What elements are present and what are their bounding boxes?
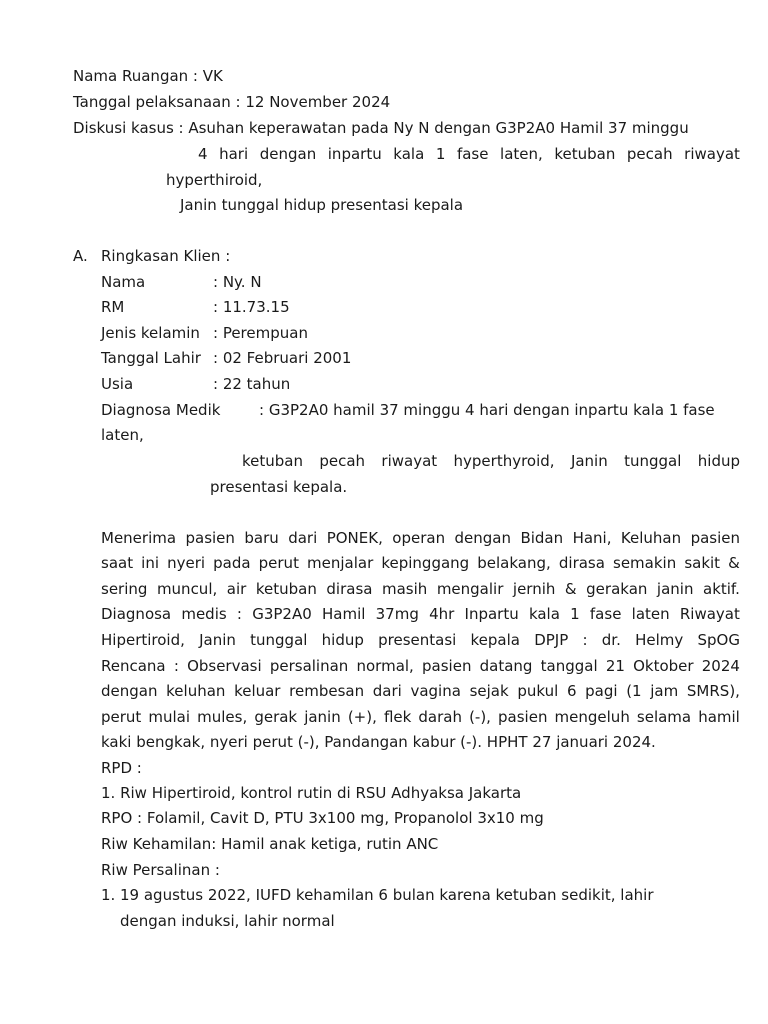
- word: saat: [101, 554, 134, 572]
- word: 1: [570, 605, 580, 623]
- word: mengeluh: [554, 708, 630, 726]
- field-rm-value: : 11.73.15: [213, 298, 290, 316]
- word: flek: [383, 708, 412, 726]
- word: kala: [528, 605, 560, 623]
- rpd-item-1: 1. Riw Hipertiroid, kontrol rutin di RSU Adhyaksa Jakarta: [101, 784, 522, 802]
- word: pasien: [498, 708, 548, 726]
- word: pasien: [422, 657, 472, 675]
- word: muncul,: [156, 580, 218, 598]
- word: pukul: [517, 682, 559, 700]
- word: 4: [198, 145, 208, 163]
- word: Menerima: [101, 529, 177, 547]
- word: dr.: [601, 631, 621, 649]
- word: fase: [456, 145, 489, 163]
- word: janin: [656, 580, 694, 598]
- diskusi-kasus-line4: Janin tunggal hidup presentasi kepala: [180, 196, 464, 214]
- word: mules,: [197, 708, 248, 726]
- word: Helmy: [635, 631, 684, 649]
- narrative-line: [101, 681, 740, 701]
- word: rembesan: [289, 682, 365, 700]
- riw-persalinan-heading: Riw Persalinan :: [101, 861, 220, 879]
- word: pasien: [690, 529, 740, 547]
- word: sejak: [469, 682, 509, 700]
- word: ketuban: [554, 145, 616, 163]
- word: belakang,: [477, 554, 551, 572]
- word: tunggal: [624, 452, 682, 470]
- word: Keluhan: [620, 529, 682, 547]
- word: ketuban: [255, 580, 317, 598]
- persalinan-item-1-line1: 19 agustus 2022, IUFD kehamilan 6 bulan karena ketuban sedikit, lahir: [120, 886, 654, 904]
- word: operan: [392, 529, 446, 547]
- rpd-heading: RPD :: [101, 759, 142, 777]
- word: jam: [650, 682, 679, 700]
- word: mulai: [148, 708, 191, 726]
- word: medis: [181, 605, 227, 623]
- field-usia-value: : 22 tahun: [213, 375, 291, 393]
- word: Oktober: [633, 657, 694, 675]
- word: aktif.: [703, 580, 740, 598]
- word: kepala: [470, 631, 520, 649]
- word: keluhan: [166, 682, 226, 700]
- persalinan-item-1-number: 1.: [101, 886, 116, 904]
- word: tanggal: [540, 657, 598, 675]
- nama-ruangan: Nama Ruangan : VK: [73, 67, 223, 85]
- word: mengalir: [436, 580, 504, 598]
- word: hyperthyroid,: [453, 452, 555, 470]
- word: Janin: [570, 452, 608, 470]
- word: vagina: [410, 682, 461, 700]
- word: sakit: [684, 554, 721, 572]
- narrative-line: [101, 604, 740, 624]
- word: jernih: [512, 580, 556, 598]
- word: pecah: [626, 145, 673, 163]
- word: Riwayat: [679, 605, 740, 623]
- word: SpOG: [697, 631, 740, 649]
- word: :: [173, 657, 179, 675]
- word: hidup: [697, 452, 740, 470]
- word: perut: [101, 708, 142, 726]
- word: perut: [258, 554, 299, 572]
- riw-kehamilan: Riw Kehamilan: Hamil anak ketiga, rutin ANC: [101, 835, 439, 853]
- word: presentasi: [378, 631, 457, 649]
- field-tanggal-lahir: [101, 348, 351, 368]
- word: pasien: [185, 529, 235, 547]
- narrative-line: [101, 528, 740, 548]
- word: pagi: [585, 682, 618, 700]
- word: hidup: [321, 631, 364, 649]
- narrative-line: [101, 707, 740, 727]
- diskusi-kasus-line3: hyperthiroid,: [166, 171, 263, 189]
- field-usia-label: Usia: [101, 375, 134, 393]
- word: Diagnosa: [101, 605, 172, 623]
- field-rm-label: RM: [101, 298, 125, 316]
- word: dengan: [454, 529, 511, 547]
- word: Rencana: [101, 657, 166, 675]
- word: pada: [213, 554, 251, 572]
- field-tanggal-lahir-label: Tanggal Lahir: [101, 349, 201, 367]
- tanggal-pelaksanaan: Tanggal pelaksanaan : 12 November 2024: [73, 93, 391, 111]
- word: keluar: [234, 682, 281, 700]
- word: darah: [418, 708, 462, 726]
- narrative-line: [101, 656, 740, 676]
- word: Hani,: [572, 529, 612, 547]
- section-a-marker: A.: [73, 247, 88, 265]
- word: laten: [631, 605, 670, 623]
- narrative-last-line: kaki bengkak, nyeri perut (-), Pandangan kabur (-). HPHT 27 januari 2024.: [101, 733, 656, 751]
- word: 21: [605, 657, 625, 675]
- field-jenis-kelamin: [101, 323, 308, 343]
- word: nyeri: [167, 554, 206, 572]
- word: dengan: [101, 682, 158, 700]
- field-diagnosa-medik: [101, 400, 715, 420]
- word: riwayat: [684, 145, 740, 163]
- field-nama: [101, 272, 262, 292]
- word: tunggal: [250, 631, 308, 649]
- word: dengan: [259, 145, 317, 163]
- word: selama: [636, 708, 692, 726]
- word: air: [226, 580, 247, 598]
- field-diagnosa-medik-label: Diagnosa Medik: [101, 401, 221, 419]
- word: normal,: [356, 657, 414, 675]
- word: Bidan: [520, 529, 564, 547]
- word: 4hr: [429, 605, 455, 623]
- word: 37mg: [375, 605, 419, 623]
- word: G3P2A0: [252, 605, 312, 623]
- word: Observasi: [187, 657, 262, 675]
- field-diagnosa-medik-line4: presentasi kepala.: [210, 478, 348, 496]
- word: hari: [219, 145, 249, 163]
- word: &: [728, 554, 740, 572]
- word: DPJP: [534, 631, 569, 649]
- word: baru: [244, 529, 279, 547]
- narrative-line: [101, 630, 740, 650]
- field-rm: [101, 297, 290, 317]
- narrative-line: [101, 579, 740, 599]
- field-nama-value: : Ny. N: [213, 273, 262, 291]
- word: Hamil: [321, 605, 366, 623]
- field-diagnosa-medik-value: : G3P2A0 hamil 37 minggu 4 hari dengan inpartu kala 1 fase: [259, 401, 715, 419]
- field-tanggal-lahir-value: : 02 Februari 2001: [213, 349, 352, 367]
- word: dari: [372, 682, 402, 700]
- word: &: [564, 580, 577, 598]
- field-nama-label: Nama: [101, 273, 146, 291]
- word: ketuban: [242, 452, 303, 470]
- word: kala: [393, 145, 425, 163]
- word: 2024: [701, 657, 740, 675]
- word: laten,: [500, 145, 543, 163]
- field-usia: [101, 374, 290, 394]
- word: janin: [304, 708, 341, 726]
- word: datang: [479, 657, 533, 675]
- word: (+),: [347, 708, 377, 726]
- word: Janin: [199, 631, 236, 649]
- field-jenis-kelamin-label: Jenis kelamin: [101, 324, 200, 342]
- word: (-),: [469, 708, 491, 726]
- word: hamil: [698, 708, 740, 726]
- diskusi-kasus-line2: [198, 144, 740, 164]
- word: riwayat: [381, 452, 438, 470]
- word: sering: [101, 580, 148, 598]
- word: gerakan: [586, 580, 648, 598]
- word: ini: [141, 554, 160, 572]
- word: pecah: [319, 452, 366, 470]
- word: menjalar: [307, 554, 374, 572]
- word: PONEK,: [326, 529, 383, 547]
- word: masih: [381, 580, 428, 598]
- field-jenis-kelamin-value: : Perempuan: [213, 324, 308, 342]
- word: 1: [435, 145, 446, 163]
- word: fase: [589, 605, 622, 623]
- word: persalinan: [269, 657, 349, 675]
- word: :: [236, 605, 242, 623]
- rpo-line: RPO : Folamil, Cavit D, PTU 3x100 mg, Propanolol 3x10 mg: [101, 809, 544, 827]
- word: kepinggang: [381, 554, 470, 572]
- section-a-title: Ringkasan Klien :: [101, 247, 231, 265]
- word: dirasa: [558, 554, 605, 572]
- word: 6: [566, 682, 577, 700]
- field-diagnosa-medik-line2: laten,: [101, 426, 144, 444]
- word: gerak: [254, 708, 298, 726]
- word: semakin: [613, 554, 677, 572]
- word: Inpartu: [464, 605, 519, 623]
- word: dari: [288, 529, 318, 547]
- persalinan-item-1-line2: dengan induksi, lahir normal: [120, 912, 335, 930]
- word: (1: [626, 682, 642, 700]
- word: dirasa: [326, 580, 373, 598]
- word: SMRS),: [686, 682, 740, 700]
- narrative-line: [101, 553, 740, 573]
- word: :: [582, 631, 588, 649]
- word: inpartu: [327, 145, 382, 163]
- diskusi-kasus-line1: Diskusi kasus : Asuhan keperawatan pada Ny N dengan G3P2A0 Hamil 37 minggu: [73, 119, 689, 137]
- field-diagnosa-medik-line3: [242, 451, 740, 471]
- word: Hipertiroid,: [101, 631, 185, 649]
